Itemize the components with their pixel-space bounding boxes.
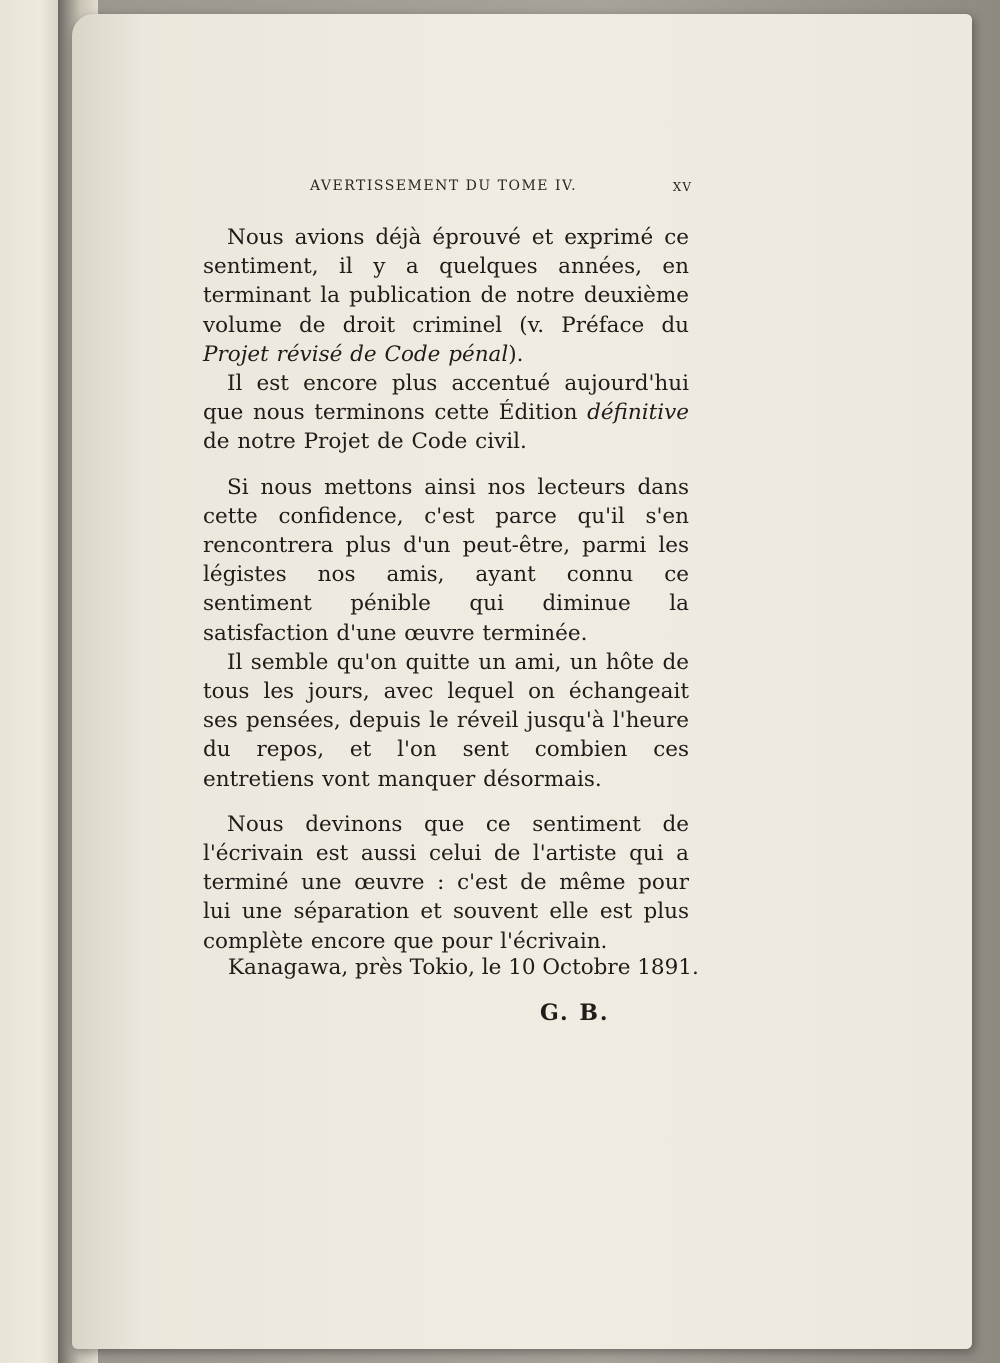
text-run: Il est encore plus accentué aujourd'hui que nous terminons cette Édition bbox=[203, 371, 689, 426]
text-run: ). bbox=[508, 341, 524, 367]
text-run: Il semble qu'on quitte un ami, un hôte de tous les jours, avec lequel on échangeait ses pensées, depuis le réveil jusqu'à l'heure du repos, et l'on sent combien ces entretiens vont manquer désormais. bbox=[203, 649, 689, 792]
body-text bbox=[203, 223, 689, 956]
signature: G. B. bbox=[540, 1000, 610, 1026]
previous-page-edge bbox=[0, 0, 58, 1363]
italic-text: définitive bbox=[587, 400, 689, 426]
page-header bbox=[310, 178, 692, 200]
paragraph bbox=[203, 223, 689, 369]
text-run: Nous devinons que ce sentiment de l'écrivain est aussi celui de l'artiste qui a terminé une œuvre : c'est de même pour lui une séparation et souvent elle est plus complète encore que pour l'écrivain. bbox=[203, 811, 689, 954]
paragraph bbox=[203, 473, 689, 648]
paragraph bbox=[203, 810, 689, 956]
running-head: AVERTISSEMENT DU TOME IV. bbox=[310, 178, 578, 194]
paragraph bbox=[203, 648, 689, 794]
italic-text: Projet révisé de Code pénal bbox=[203, 341, 509, 367]
page-number: XV bbox=[672, 180, 692, 194]
text-run: de notre Projet de Code civil. bbox=[203, 429, 527, 455]
place-and-date: Kanagawa, près Tokio, le 10 Octobre 1891. bbox=[228, 955, 699, 980]
paragraph bbox=[203, 369, 689, 457]
text-run: Nous avions déjà éprouvé et exprimé ce sentiment, il y a quelques années, en terminant la publication de notre deuxième volume de droit criminel (v. Préface du bbox=[203, 225, 689, 338]
text-run: Si nous mettons ainsi nos lecteurs dans cette confidence, c'est parce qu'il s'en rencontrera plus d'un peut-être, parmi les légistes nos amis, ayant connu ce sentiment pénible qui diminue la satisfaction d'une œuvre terminée. bbox=[203, 474, 689, 646]
